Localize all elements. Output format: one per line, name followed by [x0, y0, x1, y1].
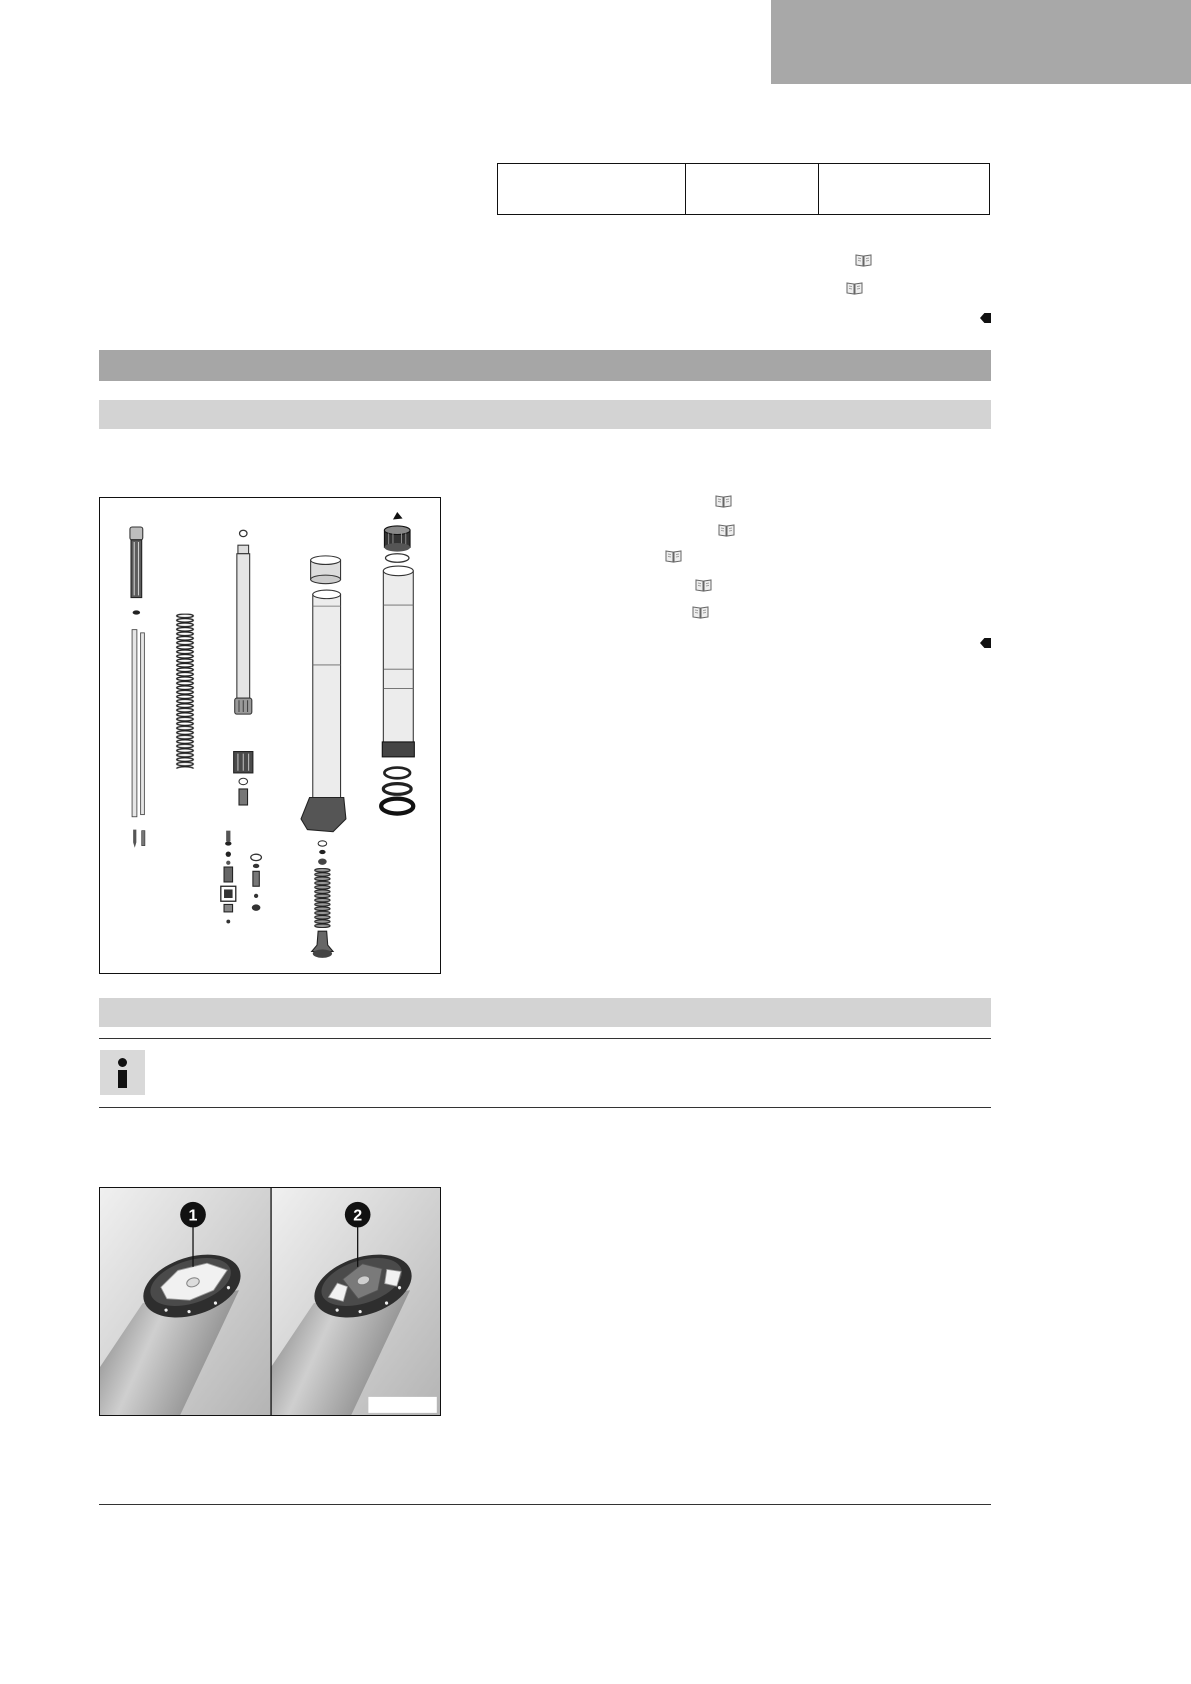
adjuster-rod — [141, 633, 145, 815]
base-valve-stack — [314, 868, 331, 928]
bushing-bottom — [311, 575, 341, 584]
foot-seal — [318, 858, 327, 864]
spec-table-cell — [498, 164, 686, 214]
manual-reference-icon — [846, 281, 863, 295]
end-of-step-marker-icon — [980, 638, 991, 648]
info-icon-stem — [118, 1070, 127, 1088]
shim-piston — [253, 871, 259, 886]
book-icon — [855, 253, 872, 267]
manual-reference-icon — [855, 253, 872, 267]
manual-reference-icon — [715, 494, 732, 508]
washer-part — [239, 778, 248, 784]
photo-label-box — [368, 1397, 436, 1413]
photo-panel-1 — [100, 1188, 271, 1415]
book-icon — [846, 281, 863, 295]
book-icon — [715, 494, 732, 508]
oil-seal — [381, 799, 413, 814]
rod-nut — [240, 530, 247, 536]
spec-table — [497, 163, 990, 215]
foot-nut — [319, 850, 325, 854]
nut-part — [133, 610, 140, 614]
shim-ball — [254, 894, 258, 898]
foot-washer — [318, 841, 327, 846]
chapter-header-tab — [771, 0, 1191, 84]
dust-seal — [384, 768, 410, 779]
fork-spring-part — [176, 614, 194, 769]
info-icon-dot — [118, 1058, 127, 1067]
shim-stack-left-part — [221, 831, 236, 924]
outer-tube-part — [301, 556, 346, 958]
subsection-heading-bar — [99, 998, 991, 1027]
end-of-step-marker-icon — [980, 313, 991, 323]
inner-tube-top — [383, 566, 413, 576]
cartridge-part — [130, 527, 143, 615]
exploded-view-figure — [99, 497, 441, 974]
manual-reference-icon — [692, 605, 709, 619]
shim-washer — [226, 852, 231, 857]
screw-cap-bottom — [384, 543, 410, 552]
note-top-rule — [99, 1038, 991, 1039]
damper-rod-part — [234, 530, 253, 805]
guide-bushing — [382, 742, 414, 757]
shim-washer — [226, 861, 230, 865]
callout-1-label: 1 — [188, 1207, 198, 1225]
subsection-heading-bar — [99, 400, 991, 429]
note-bottom-rule — [99, 1107, 991, 1108]
bushing-top — [311, 556, 341, 565]
shim-stack-right-part — [251, 854, 262, 911]
needle-part — [133, 830, 136, 848]
manual-reference-icon — [718, 523, 735, 537]
manual-reference-icon — [695, 578, 712, 592]
shim-washer — [251, 854, 262, 860]
screw-cap-top — [384, 526, 410, 535]
valve-core — [224, 889, 233, 898]
rod-tip — [238, 545, 249, 554]
manual-reference-icon — [665, 549, 682, 563]
book-icon — [718, 523, 735, 537]
cartridge-cap — [130, 527, 143, 540]
rod-shaft — [237, 554, 250, 698]
book-icon — [665, 549, 682, 563]
spec-table-cell — [819, 164, 989, 214]
base-bolt — [312, 931, 333, 951]
adjuster-photos-figure — [99, 1187, 441, 1416]
cartridge-body — [131, 540, 142, 598]
footer-rule — [99, 1504, 991, 1505]
book-icon — [695, 578, 712, 592]
callout-2-label: 2 — [353, 1207, 363, 1225]
shim-nut — [253, 864, 259, 868]
shim-bolt — [226, 831, 230, 842]
fork-exploded-view-illustration — [100, 498, 440, 973]
push-rod — [132, 630, 137, 817]
inner-tube-part — [381, 512, 414, 814]
shim-nut — [225, 841, 231, 845]
base-bolt-head — [313, 949, 332, 958]
valve-seat — [224, 904, 233, 911]
book-icon — [692, 605, 709, 619]
pin-part — [142, 831, 145, 846]
shim-ball — [226, 920, 230, 924]
spring-coils — [176, 614, 194, 769]
spec-table-cell — [686, 164, 819, 214]
section-heading-bar — [99, 350, 991, 381]
axle-foot — [301, 798, 346, 832]
shim-washer — [252, 904, 261, 910]
adjuster-rods-part — [132, 630, 145, 848]
inner-tube-body — [383, 571, 413, 755]
tube-body — [313, 594, 341, 802]
info-icon — [100, 1050, 145, 1095]
retaining-ring — [383, 784, 411, 795]
photo-panel-2 — [271, 1188, 440, 1415]
o-ring-part — [385, 554, 409, 563]
small-spring-part — [239, 789, 248, 805]
fork-top-adjuster-photos — [100, 1188, 440, 1415]
shim-spring — [224, 867, 233, 882]
tube-top — [313, 590, 341, 599]
cap-pointer — [393, 512, 403, 519]
